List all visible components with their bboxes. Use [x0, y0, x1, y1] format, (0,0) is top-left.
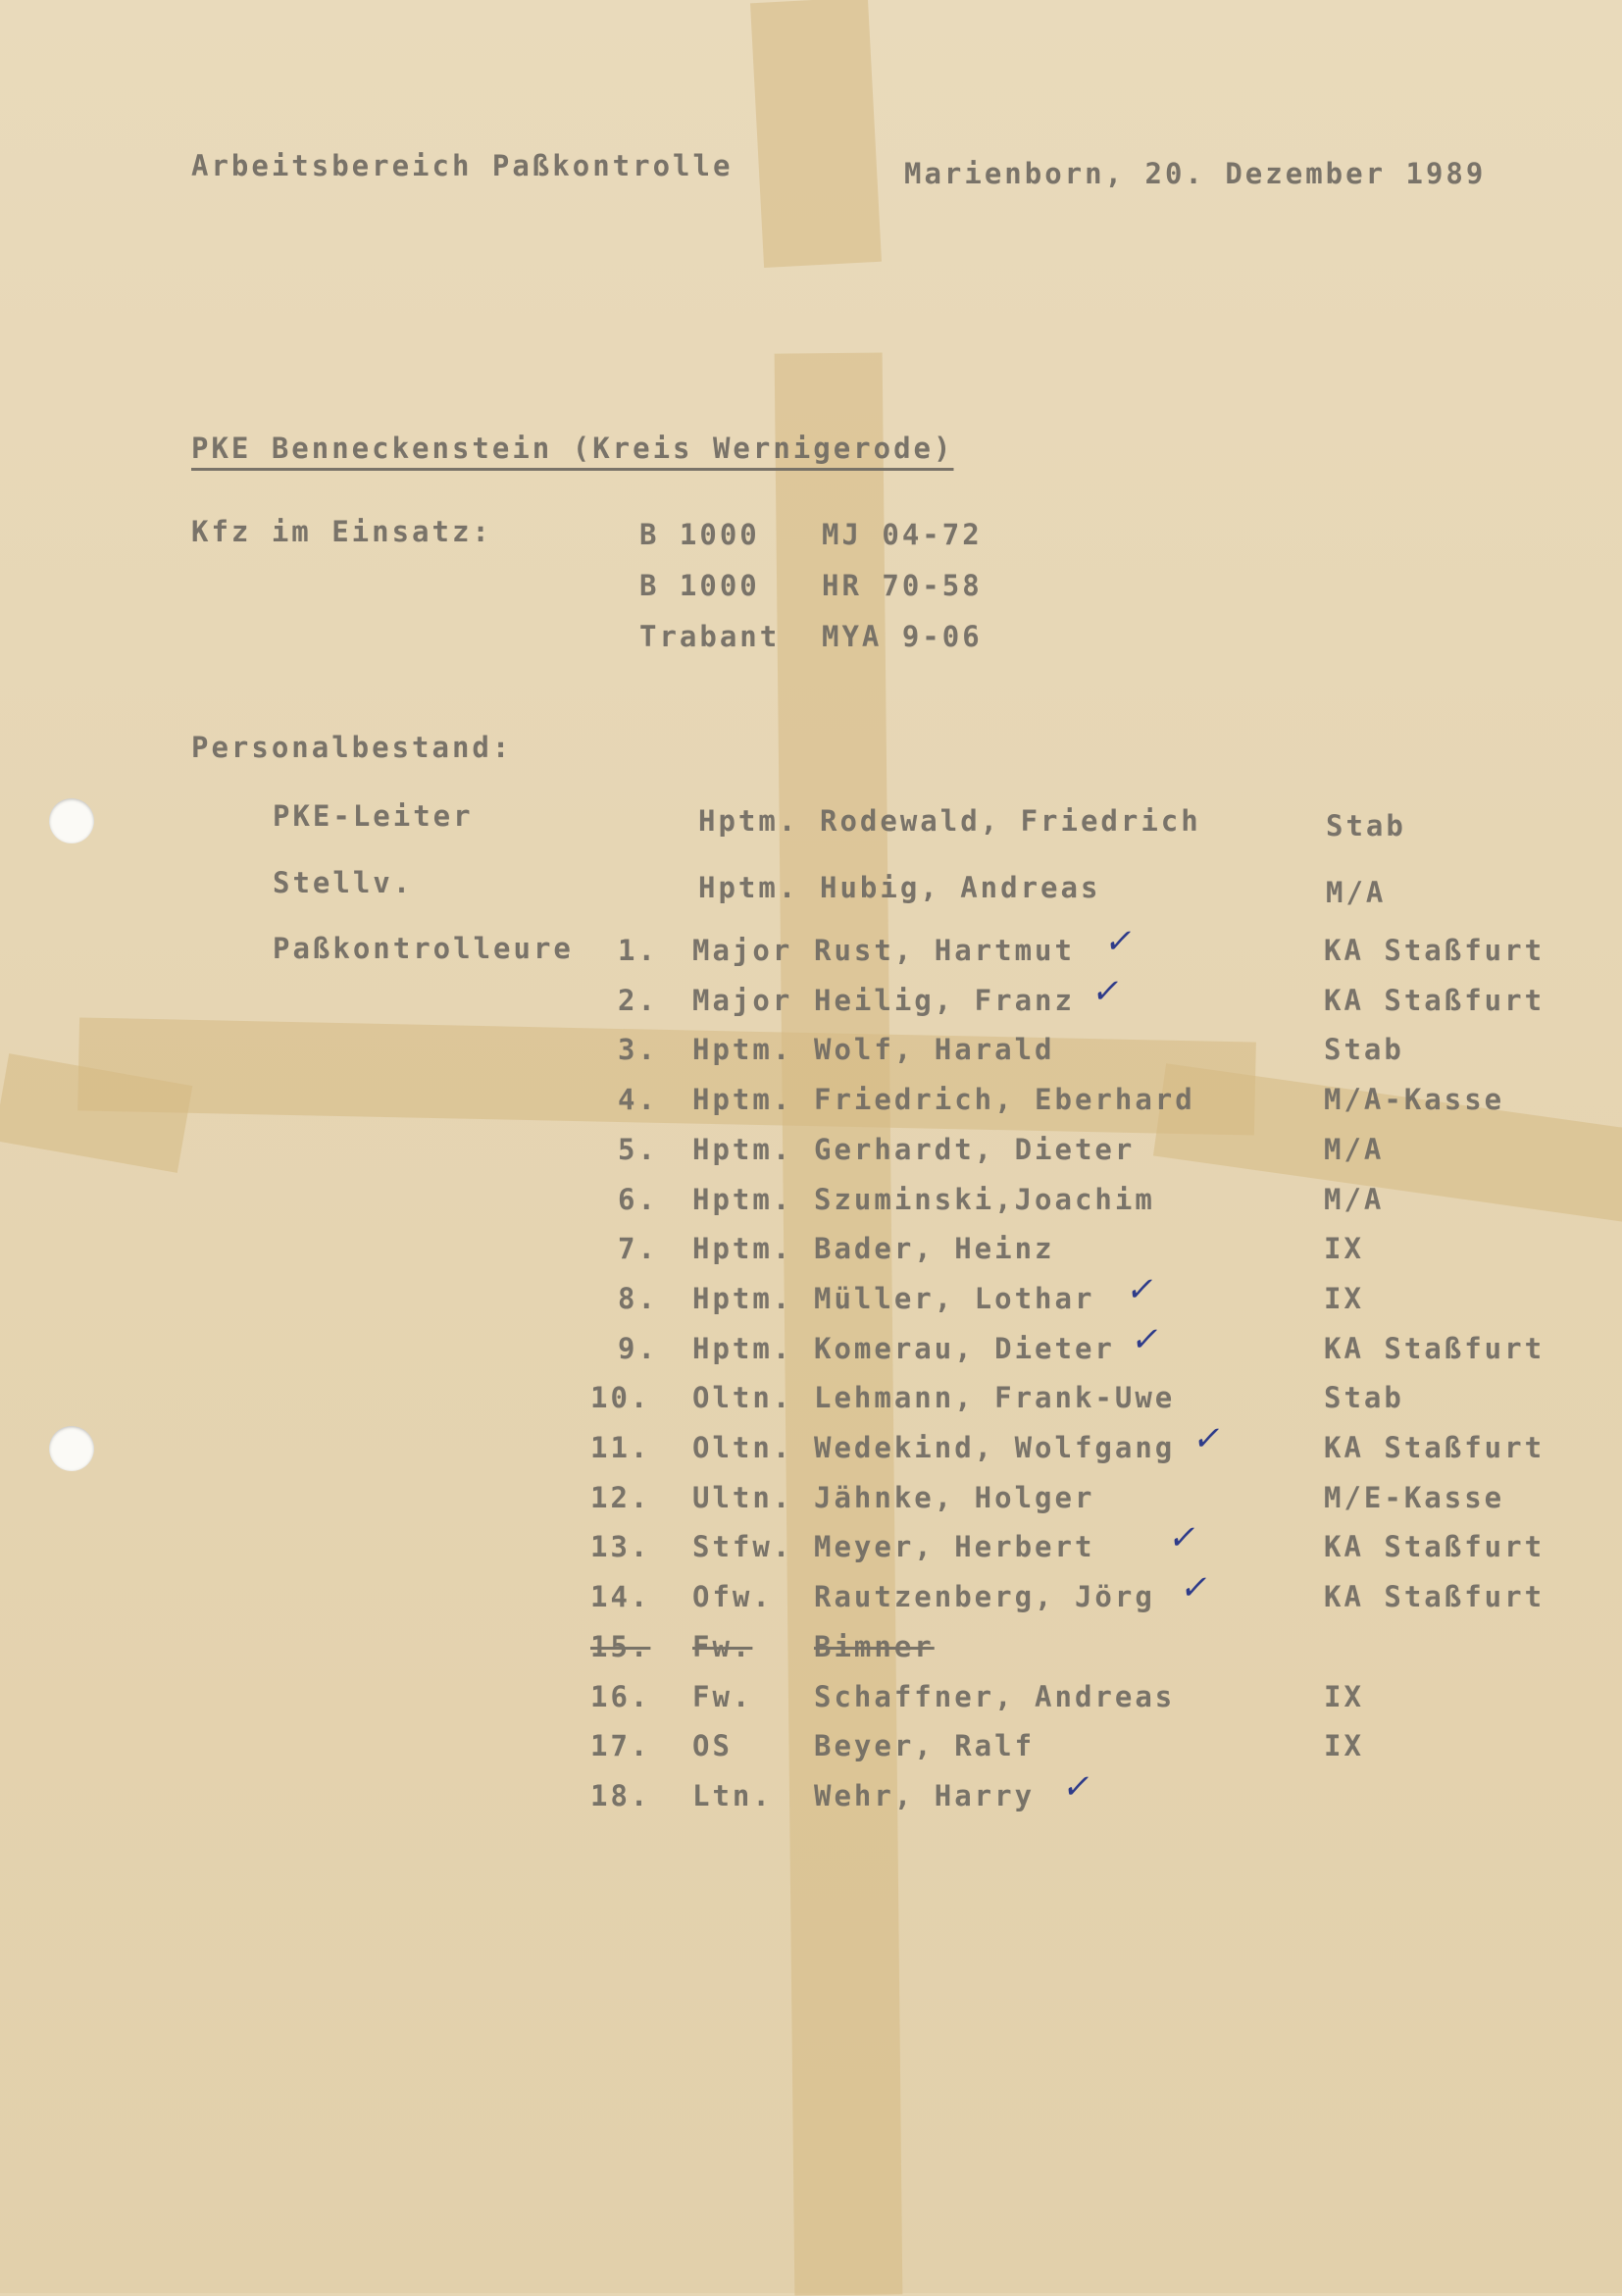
controller-number: 2.	[618, 983, 658, 1017]
controller-number: 8.	[618, 1281, 658, 1315]
deputy-unit: M/A	[1326, 876, 1387, 909]
controller-name: Wolf, Harald	[814, 1033, 1055, 1067]
controller-name: Beyer, Ralf	[814, 1729, 1036, 1763]
deputy-rank: Hptm.	[698, 871, 799, 904]
controller-number: 17.	[590, 1729, 651, 1763]
controller-rank: Hptm.	[692, 1281, 793, 1315]
vehicle-type: B 1000	[639, 518, 760, 551]
controller-name: Meyer, Herbert	[814, 1530, 1095, 1564]
controller-name: Friedrich, Eberhard	[814, 1083, 1195, 1117]
controller-name: Komerau, Dieter	[814, 1331, 1115, 1365]
controller-unit: IX	[1324, 1729, 1364, 1763]
leader-name: Rodewald, Friedrich	[820, 804, 1201, 838]
punch-hole	[49, 798, 94, 843]
controller-rank: Hptm.	[692, 1132, 793, 1166]
controller-unit: KA Staßfurt	[1324, 983, 1546, 1017]
controller-name: Bader, Heinz	[814, 1232, 1055, 1266]
controller-name: Wedekind, Wolfgang	[814, 1431, 1176, 1464]
controller-rank: OS	[692, 1729, 733, 1763]
vehicle-type: Trabant	[639, 620, 781, 653]
check-mark-icon: ✓	[1165, 1518, 1202, 1558]
controller-name: Rautzenberg, Jörg	[814, 1580, 1155, 1614]
controller-unit: M/E-Kasse	[1324, 1480, 1505, 1514]
controller-name: Rust, Hartmut	[814, 934, 1075, 967]
controller-name: Heilig, Franz	[814, 983, 1075, 1017]
check-mark-icon: ✓	[1190, 1419, 1227, 1458]
controller-unit: KA Staßfurt	[1324, 1331, 1546, 1365]
leader-unit: Stab	[1326, 809, 1406, 842]
controller-number: 16.	[590, 1679, 651, 1713]
controller-name: Bimner	[814, 1629, 935, 1663]
controller-rank: Hptm.	[692, 1182, 793, 1216]
controller-unit: KA Staßfurt	[1324, 934, 1546, 967]
controller-name: Müller, Lothar	[814, 1281, 1095, 1315]
controller-number: 3.	[618, 1033, 658, 1067]
controller-number: 6.	[618, 1182, 658, 1216]
unit-title: PKE Benneckenstein (Kreis Wernigerode)	[191, 432, 954, 465]
controller-rank: Major	[692, 983, 793, 1017]
controller-name: Gerhardt, Dieter	[814, 1132, 1136, 1166]
controller-name: Wehr, Harry	[814, 1778, 1036, 1812]
controller-rank: Oltn.	[692, 1431, 793, 1464]
controller-rank: Hptm.	[692, 1033, 793, 1067]
deputy-role: Stellv.	[273, 866, 414, 899]
department-heading: Arbeitsbereich Paßkontrolle	[191, 149, 734, 182]
controller-unit: M/A	[1324, 1182, 1385, 1216]
vehicle-plate: HR 70-58	[822, 569, 983, 602]
controller-name: Lehmann, Frank-Uwe	[814, 1381, 1176, 1415]
controller-unit: M/A-Kasse	[1324, 1083, 1505, 1117]
controller-number: 14.	[590, 1580, 651, 1614]
controller-unit: KA Staßfurt	[1324, 1530, 1546, 1564]
controller-number: 15.	[590, 1629, 651, 1663]
controller-name: Jähnke, Holger	[814, 1480, 1095, 1514]
vehicle-plate: MYA 9-06	[822, 620, 983, 653]
controller-number: 7.	[618, 1232, 658, 1266]
controller-rank: Major	[692, 934, 793, 967]
personnel-label: Personalbestand:	[191, 731, 513, 764]
controller-unit: Stab	[1324, 1381, 1404, 1415]
controller-number: 1.	[618, 934, 658, 967]
adhesive-tape	[77, 1017, 1256, 1135]
controller-rank: Ltn.	[692, 1778, 773, 1812]
controller-rank: Hptm.	[692, 1331, 793, 1365]
controller-number: 9.	[618, 1331, 658, 1365]
controller-number: 4.	[618, 1083, 658, 1117]
controller-unit: KA Staßfurt	[1324, 1580, 1546, 1614]
check-mark-icon: ✓	[1128, 1319, 1165, 1359]
deputy-name: Hubig, Andreas	[820, 871, 1101, 904]
controller-rank: Hptm.	[692, 1232, 793, 1266]
check-mark-icon: ✓	[1059, 1766, 1096, 1807]
controller-rank: Ofw.	[692, 1580, 773, 1614]
controller-number: 12.	[590, 1480, 651, 1514]
controller-rank: Fw.	[692, 1629, 753, 1663]
controller-number: 11.	[590, 1431, 651, 1464]
vehicle-plate: MJ 04-72	[822, 518, 983, 551]
controller-unit: Stab	[1324, 1033, 1404, 1067]
check-mark-icon: ✓	[1089, 971, 1126, 1011]
controller-number: 10.	[590, 1381, 651, 1415]
controllers-label: Paßkontrolleure	[273, 932, 574, 965]
controller-name: Schaffner, Andreas	[814, 1679, 1176, 1713]
vehicle-type: B 1000	[639, 569, 760, 602]
leader-rank: Hptm.	[698, 804, 799, 838]
leader-role: PKE-Leiter	[273, 799, 474, 833]
check-mark-icon: ✓	[1101, 922, 1139, 961]
controller-name: Szuminski,Joachim	[814, 1182, 1155, 1216]
controller-unit: IX	[1324, 1232, 1364, 1266]
controller-rank: Stfw.	[692, 1530, 793, 1564]
controller-unit: IX	[1324, 1281, 1364, 1315]
check-mark-icon: ✓	[1123, 1269, 1160, 1309]
controller-number: 5.	[618, 1132, 658, 1166]
controller-unit: M/A	[1324, 1132, 1385, 1166]
controller-number: 13.	[590, 1530, 651, 1564]
controller-rank: Hptm.	[692, 1083, 793, 1117]
controller-unit: IX	[1324, 1679, 1364, 1713]
place-date: Marienborn, 20. Dezember 1989	[904, 157, 1487, 190]
controller-unit: KA Staßfurt	[1324, 1431, 1546, 1464]
controller-number: 18.	[590, 1778, 651, 1812]
controller-rank: Fw.	[692, 1679, 753, 1713]
vehicles-label: Kfz im Einsatz:	[191, 515, 492, 548]
punch-hole	[49, 1426, 94, 1471]
controller-rank: Ultn.	[692, 1480, 793, 1514]
controller-rank: Oltn.	[692, 1381, 793, 1415]
check-mark-icon: ✓	[1177, 1568, 1214, 1608]
adhesive-tape	[750, 0, 882, 268]
